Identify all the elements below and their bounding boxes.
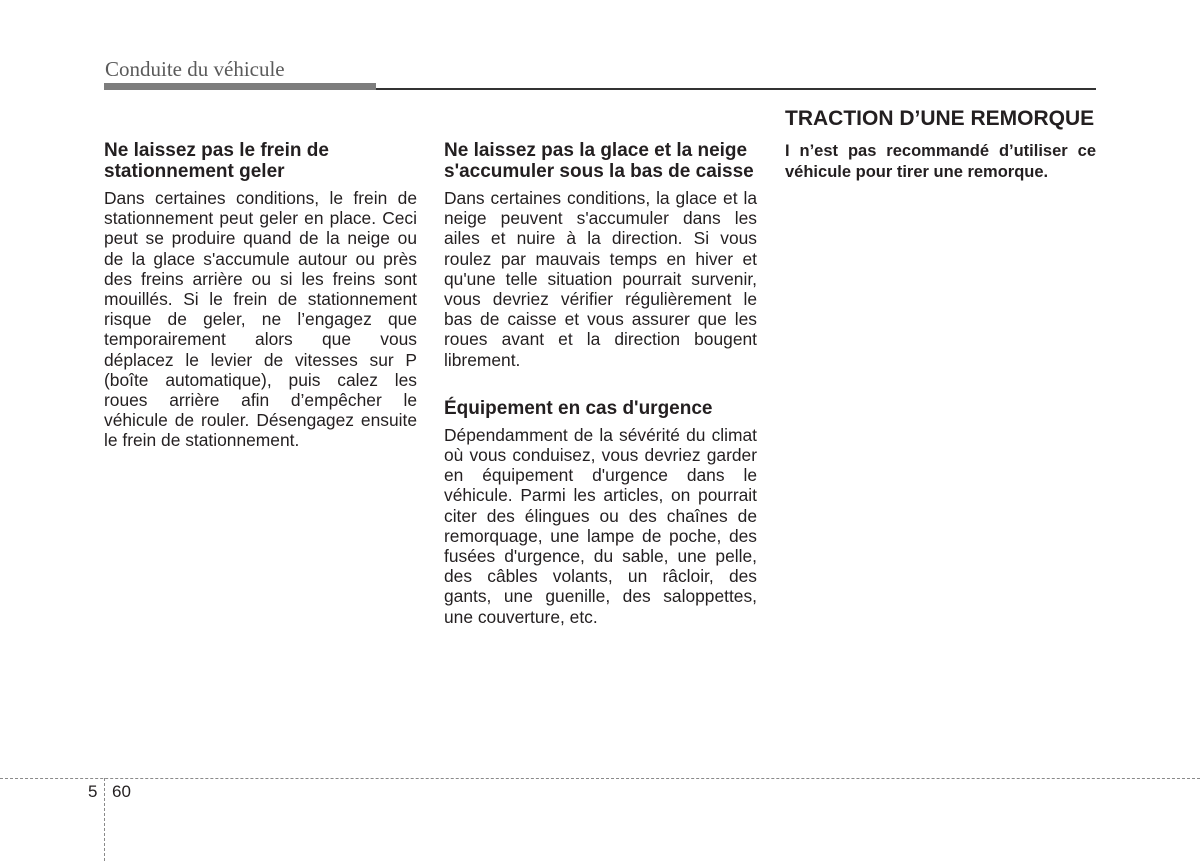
- underbody-ice-heading: Ne laissez pas la glace et la neige s'accumuler sous la bas de caisse: [444, 140, 754, 182]
- emergency-equipment-body: Dépendamment de la sévérité du climat où vous conduisez, vous devriez garder en équipement d'urgence dans le véhicule. Parmi les articles, on pourrait citer des élingues ou des chaînes de remorquage, une lampe de poche, des fusées d'urgence, du sable, une pelle, des câbles volants, un râcloir, des gants, une guenille, des saloppettes, une couverture, etc.: [444, 424, 757, 627]
- footer-dashed-vertical: [104, 778, 105, 861]
- trailer-towing-body: I n’est pas recommandé d’utiliser ce véhicule pour tirer une remorque.: [785, 142, 1096, 181]
- column-2: [444, 140, 757, 627]
- parking-brake-heading: Ne laissez pas le frein de stationnement geler: [104, 140, 329, 182]
- trailer-towing-title: TRACTION D’UNE REMORQUE: [785, 107, 1095, 130]
- header-rule-thick: [104, 83, 376, 90]
- column-1: [104, 140, 417, 451]
- header-rule-thin: [376, 88, 1096, 90]
- chapter-number: 5: [88, 782, 98, 801]
- running-header-title: Conduite du véhicule: [105, 57, 285, 81]
- emergency-equipment-heading: Équipement en cas d'urgence: [444, 397, 713, 419]
- underbody-ice-body: Dans certaines conditions, la glace et la neige peuvent s'accumuler dans les ailes et nuire à la direction. Si vous roulez par mauvais temps en hiver et qu'une telle situation pourrait survenir, vous devriez vérifier régulièrement le bas de caisse et vous assurer que les roues avant et la direction bougent librement.: [444, 188, 757, 370]
- page-number: 60: [112, 782, 131, 801]
- parking-brake-body: Dans certaines conditions, le frein de stationnement peut geler en place. Ceci peut se produire quand de la neige ou de la glace s'accumule autour ou près des freins arrière ou si les freins sont mouillés. Si le frein de stationnement risque de geler, ne l’engagez que temporairement alors que vous déplacez le levier de vitesses sur P (boîte automatique), puis calez les roues arrière afin d’empêcher le véhicule de rouler. Désengagez ensuite le frein de stationnement.: [104, 188, 417, 451]
- column-3: [785, 105, 1096, 182]
- footer-dashed-rule: [0, 778, 1200, 779]
